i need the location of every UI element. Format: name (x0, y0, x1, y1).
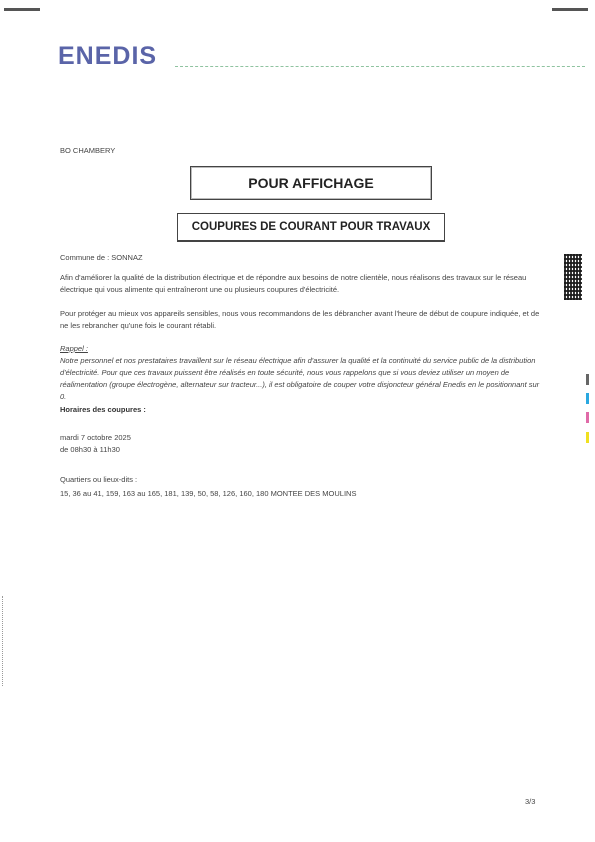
print-mark-magenta (586, 412, 589, 423)
horaires-date: mardi 7 octobre 2025 (60, 433, 131, 442)
print-mark-cyan (586, 393, 589, 404)
scan-mark-top-right (552, 8, 588, 11)
protect-paragraph: Pour protéger au mieux vos appareils sensibles, nous vous recommandons de les débrancher avant l'heure de début de coupure indiquée, et de ne les rebrancher qu'une fois le courant rétabli. (60, 309, 540, 330)
rappel-title: Rappel : (60, 344, 88, 353)
scan-mark-top-left (4, 8, 40, 11)
commune-line: Commune de : SONNAZ (60, 253, 143, 262)
quartiers-text: 15, 36 au 41, 159, 163 au 165, 181, 139, 50, 58, 126, 160, 180 MONTEE DES MOULINS (60, 489, 357, 498)
logo-rule (175, 66, 585, 67)
horaires-title: Horaires des coupures : (60, 405, 146, 414)
intro-paragraph: Afin d'améliorer la qualité de la distribution électrique et de répondre aux besoins de notre clientèle, nous réalisons des travaux sur le réseau électrique qui vous alimente qui entraîneront une ou plusieurs coupures d'électricité. (60, 273, 527, 294)
scan-edge-marks (2, 596, 4, 686)
horaires-time: de 08h30 à 11h30 (60, 445, 120, 454)
affichage-heading: POUR AFFICHAGE (190, 166, 432, 200)
print-mark-yellow (586, 432, 589, 443)
rappel-text: Notre personnel et nos prestataires travaillent sur le réseau électrique afin d'assurer la qualité et la continuité du service public de la distribution d'électricité. Pour que ces travaux puissent être réalisés en toute sécurité, nous vous rappelons que si vous deviez utiliser un moyen de réalimentation (groupe électrogène, alternateur sur tracteur...), il est obligatoire de couper votre disjoncteur général Enedis en le positionnant sur 0. (60, 356, 540, 401)
page-number: 3/3 (525, 797, 536, 806)
quartiers-title: Quartiers ou lieux-dits : (60, 475, 138, 484)
rappel-block (60, 343, 540, 403)
coupures-heading: COUPURES DE COURANT POUR TRAVAUX (177, 213, 445, 242)
qr-code-icon (564, 254, 582, 300)
print-mark-black (586, 374, 589, 385)
enedis-logo: ENEDIS (58, 42, 158, 70)
site-label: BO CHAMBERY (60, 146, 116, 155)
